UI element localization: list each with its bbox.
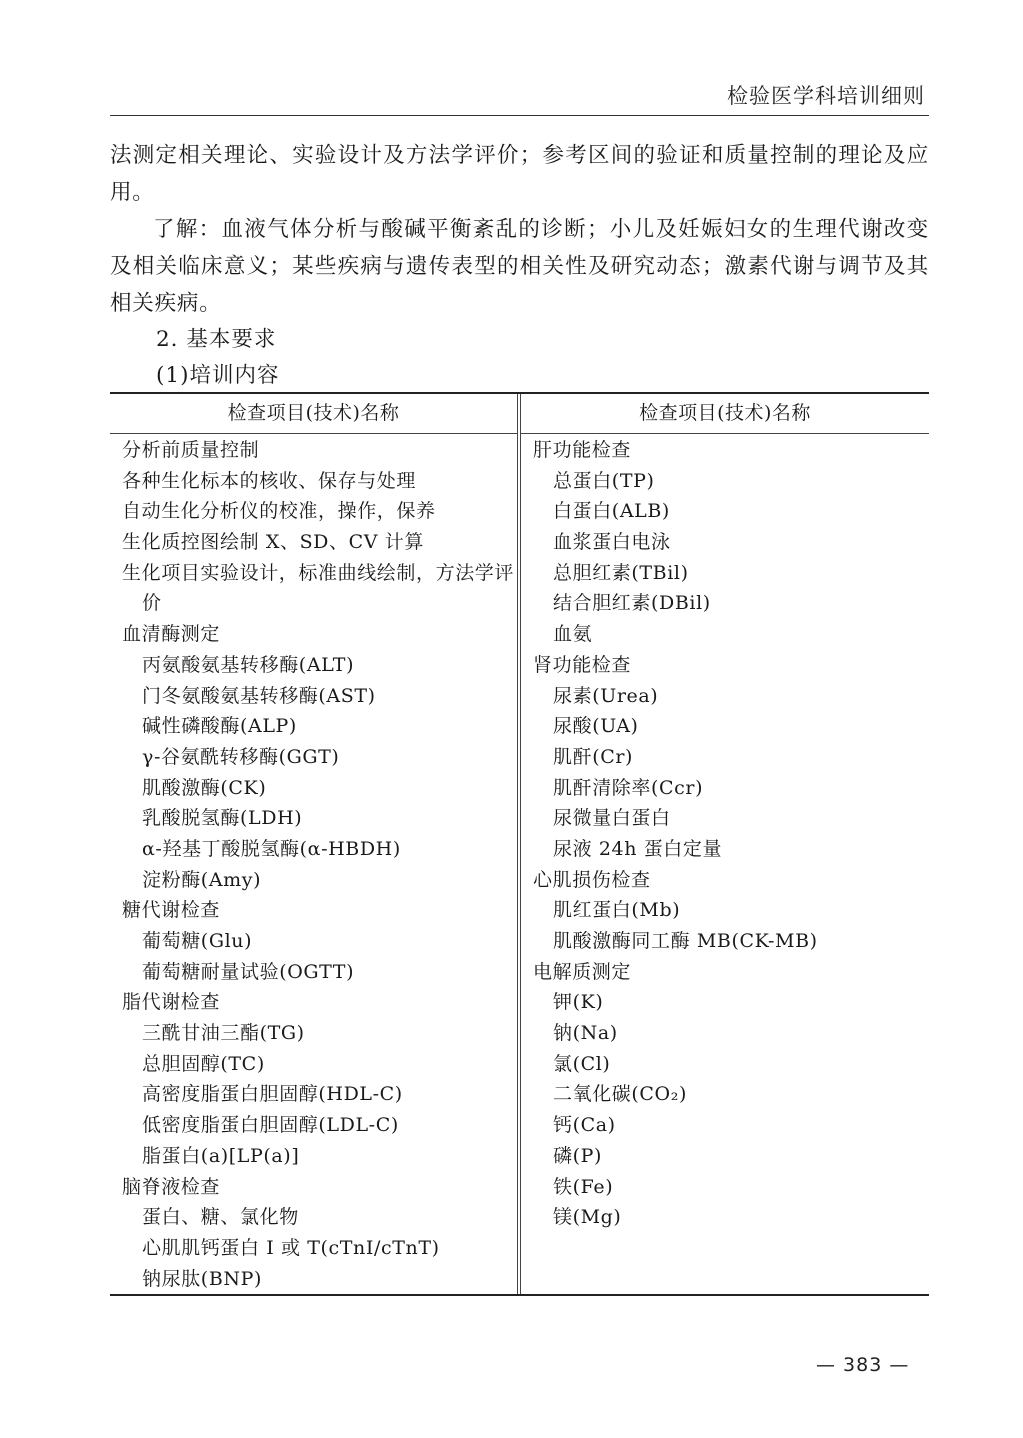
training-items-table bbox=[110, 392, 929, 1296]
table-cell: γ-谷氨酰转移酶(GGT) bbox=[142, 745, 340, 768]
table-cell: 二氧化碳(CO₂) bbox=[553, 1083, 687, 1106]
table-cell: 镁(Mg) bbox=[553, 1206, 622, 1229]
subsection-heading-training-content: (1)培训内容 bbox=[156, 363, 280, 388]
table-column-left bbox=[110, 394, 517, 1294]
table-cell: 淀粉酶(Amy) bbox=[142, 868, 262, 891]
table-cell: 丙氨酸氨基转移酶(ALT) bbox=[142, 653, 355, 676]
table-cell: 脂蛋白(a)[LP(a)] bbox=[142, 1144, 300, 1167]
table-cell: 磷(P) bbox=[553, 1144, 603, 1167]
table-cell: α-羟基丁酸脱氢酶(α-HBDH) bbox=[142, 837, 401, 860]
table-cell: 三酰甘油三酯(TG) bbox=[142, 1022, 305, 1045]
table-column-divider bbox=[517, 394, 518, 1294]
table-header-left: 检查项目(技术)名称 bbox=[110, 394, 517, 434]
table-cell: 肌酸激酶同工酶 MB(CK-MB) bbox=[553, 930, 818, 952]
table-rows-left bbox=[110, 434, 517, 1294]
table-cell: 心肌损伤检查 bbox=[533, 868, 651, 891]
table-cell: 血氨 bbox=[553, 623, 593, 646]
table-cell: 肌红蛋白(Mb) bbox=[553, 899, 681, 922]
header-rule bbox=[110, 115, 929, 116]
paragraph-continuation: 法测定相关理论、实验设计及方法学评价；参考区间的验证和质量控制的理论及应用。 bbox=[110, 143, 929, 205]
table-cell: 尿微量白蛋白 bbox=[553, 807, 671, 830]
page-number: — 383 — bbox=[816, 1354, 910, 1376]
table-column-right bbox=[521, 394, 929, 1294]
table-header-right: 检查项目(技术)名称 bbox=[521, 394, 929, 434]
section-heading-basic-requirements: 2. 基本要求 bbox=[156, 327, 277, 352]
table-cell: 钙(Ca) bbox=[553, 1114, 616, 1137]
table-cell: 脂代谢检查 bbox=[122, 991, 221, 1014]
table-cell: 结合胆红素(DBil) bbox=[553, 592, 711, 615]
table-cell: 肾功能检查 bbox=[533, 653, 632, 676]
table-cell: 肝功能检查 bbox=[533, 439, 632, 461]
table-cell: 白蛋白(ALB) bbox=[553, 500, 670, 523]
table-rows-right bbox=[521, 434, 929, 1233]
paragraph-understand: 了解：血液气体分析与酸碱平衡紊乱的诊断；小儿及妊娠妇女的生理代谢改变及相关临床意义；某些疾病与遗传表型的相关性及研究动态；激素代谢与调节及其相关疾病。 bbox=[110, 217, 929, 316]
table-cell: 碱性磷酸酶(ALP) bbox=[142, 715, 297, 738]
table-cell: 高密度脂蛋白胆固醇(HDL-C) bbox=[142, 1083, 403, 1106]
table-cell: 蛋白、糖、氯化物 bbox=[142, 1206, 299, 1229]
table-cell: 血浆蛋白电泳 bbox=[553, 531, 671, 554]
table-cell: 葡萄糖耐量试验(OGTT) bbox=[142, 960, 355, 983]
body-text bbox=[110, 137, 929, 394]
table-cell: 钠尿肽(BNP) bbox=[142, 1267, 262, 1290]
table-cell: 血清酶测定 bbox=[122, 623, 221, 646]
running-header-title: 检验医学科培训细则 bbox=[727, 84, 925, 108]
table-cell: 总胆固醇(TC) bbox=[142, 1052, 265, 1075]
table-cell: 肌酸激酶(CK) bbox=[142, 776, 267, 799]
table-cell: 钾(K) bbox=[553, 991, 604, 1014]
table-cell: 钠(Na) bbox=[553, 1022, 618, 1045]
table-cell: 氯(Cl) bbox=[553, 1052, 611, 1075]
table-cell: 价 bbox=[142, 592, 162, 615]
table-cell: 铁(Fe) bbox=[553, 1175, 614, 1198]
table-cell: 生化质控图绘制 X、SD、CV 计算 bbox=[122, 531, 424, 554]
table-cell: 生化项目实验设计，标准曲线绘制，方法学评 bbox=[122, 561, 515, 584]
table-cell: 葡萄糖(Glu) bbox=[142, 930, 253, 952]
table-cell: 自动生化分析仪的校准，操作，保养 bbox=[122, 500, 436, 523]
table-cell: 低密度脂蛋白胆固醇(LDL-C) bbox=[142, 1114, 399, 1137]
table-cell: 糖代谢检查 bbox=[122, 899, 221, 922]
table-cell: 尿素(Urea) bbox=[553, 684, 659, 707]
table-cell: 总胆红素(TBil) bbox=[553, 561, 689, 584]
table-cell: 电解质测定 bbox=[533, 960, 632, 983]
table-cell: 脑脊液检查 bbox=[122, 1175, 221, 1198]
table-cell: 心肌肌钙蛋白 I 或 T(cTnI/cTnT) bbox=[142, 1236, 440, 1259]
table-cell: 尿液 24h 蛋白定量 bbox=[553, 837, 723, 860]
table-cell: 分析前质量控制 bbox=[122, 439, 260, 461]
table-cell: 门冬氨酸氨基转移酶(AST) bbox=[142, 684, 376, 707]
table-cell: 总蛋白(TP) bbox=[553, 469, 655, 492]
table-cell: 各种生化标本的核收、保存与处理 bbox=[122, 469, 417, 492]
table-cell: 乳酸脱氢酶(LDH) bbox=[142, 807, 303, 830]
table-cell: 肌酐清除率(Ccr) bbox=[553, 776, 704, 799]
table-cell: 尿酸(UA) bbox=[553, 715, 639, 738]
table-cell: 肌酐(Cr) bbox=[553, 745, 634, 768]
